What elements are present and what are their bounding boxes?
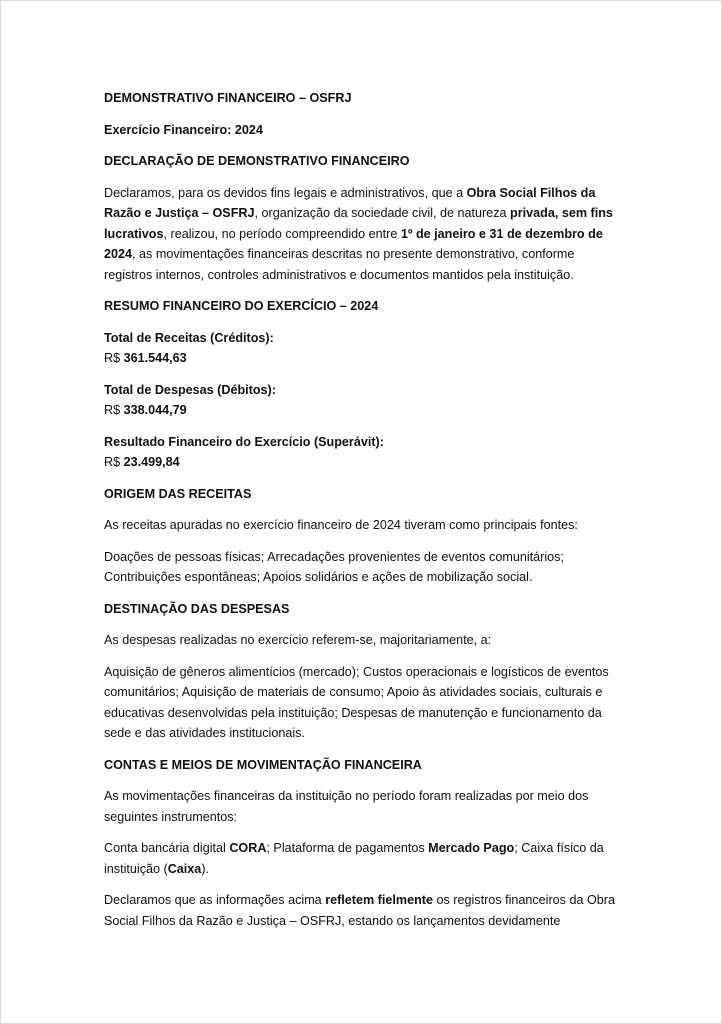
accounts-text-3: ; Caixa físico da instituição ( <box>104 841 604 876</box>
organization-name: Obra Social Filhos da Razão e Justiça – OSFRJ <box>104 185 596 220</box>
account-cora: CORA <box>229 841 267 855</box>
declaration-paragraph <box>104 183 624 286</box>
closing-text-1: Declaramos que as informações acima <box>104 893 326 907</box>
destination-intro: As despesas realizadas no exercício referem-se, majoritariamente, a: <box>104 633 492 647</box>
declaration-text-3: , realizou, no período compreendido entre <box>163 226 401 241</box>
revenue-label: Total de Receitas (Créditos): <box>104 330 274 345</box>
document-title: DEMONSTRATIVO FINANCEIRO – OSFRJ <box>104 91 352 105</box>
result-amount <box>104 452 624 473</box>
period-range: 1º de janeiro e 31 de dezembro de 2024 <box>104 226 603 261</box>
declaration-text-2: , organização da sociedade civil, de natureza <box>254 206 511 220</box>
expense-amount <box>104 400 624 421</box>
origin-heading: ORIGEM DAS RECEITAS <box>104 486 252 501</box>
document-body <box>104 88 624 942</box>
account-mercado-pago: Mercado Pago <box>428 841 515 855</box>
revenue-amount <box>104 348 624 369</box>
organization-nature: privada, sem fins lucrativos <box>104 206 613 241</box>
accounts-intro: As movimentações financeiras da instituição no período foram realizadas por meio dos seguintes instrumentos: <box>104 789 589 824</box>
exercise-year: Exercício Financeiro: 2024 <box>104 122 263 137</box>
currency-symbol: R$ <box>104 403 121 417</box>
declaration-text-4: , as movimentações financeiras descritas no presente demonstrativo, conforme registros internos, controles administrativos e documentos mantidos pela instituição. <box>104 247 575 282</box>
closing-paragraph <box>104 890 624 931</box>
account-caixa: Caixa <box>167 861 202 876</box>
accounts-text-2: ; Plataforma de pagamentos <box>266 841 429 855</box>
accounts-text-4: ). <box>201 861 210 876</box>
accounts-text-1: Conta bancária digital <box>104 841 230 855</box>
expense-label: Total de Despesas (Débitos): <box>104 382 276 397</box>
revenue-value: 361.544,63 <box>123 351 187 365</box>
expense-value: 338.044,79 <box>123 403 187 417</box>
closing-emphasis: refletem fielmente <box>325 893 433 907</box>
destination-list: Aquisição de gêneros alimentícios (mercado); Custos operacionais e logísticos de eventos comunitários; Aquisição de materiais de consumo; Apoio às atividades sociais, culturais e educativas desenvolvidas pela instituição; Despesas de manutenção e funcionamento da sede e das atividades institucionais. <box>104 664 609 740</box>
declaration-heading: DECLARAÇÃO DE DEMONSTRATIVO FINANCEIRO <box>104 154 410 168</box>
origin-list: Doações de pessoas físicas; Arrecadações provenientes de eventos comunitários; Contribuições espontâneas; Apoios solidários e ações de mobilização social. <box>104 549 564 584</box>
accounts-list <box>104 838 624 879</box>
summary-heading: RESUMO FINANCEIRO DO EXERCÍCIO – 2024 <box>104 299 379 313</box>
result-value: 23.499,84 <box>123 455 180 469</box>
currency-symbol: R$ <box>104 351 121 365</box>
declaration-text-1: Declaramos, para os devidos fins legais e administrativos, que a <box>104 185 467 200</box>
result-label: Resultado Financeiro do Exercício (Superávit): <box>104 434 384 449</box>
destination-heading: DESTINAÇÃO DAS DESPESAS <box>104 601 290 616</box>
accounts-heading: CONTAS E MEIOS DE MOVIMENTAÇÃO FINANCEIRA <box>104 757 422 772</box>
currency-symbol: R$ <box>104 455 121 469</box>
closing-text-2: os registros financeiros da Obra Social Filhos da Razão e Justiça – OSFRJ, estando os lançamentos devidamente <box>104 893 615 928</box>
origin-intro: As receitas apuradas no exercício financeiro de 2024 tiveram como principais fontes: <box>104 518 578 532</box>
